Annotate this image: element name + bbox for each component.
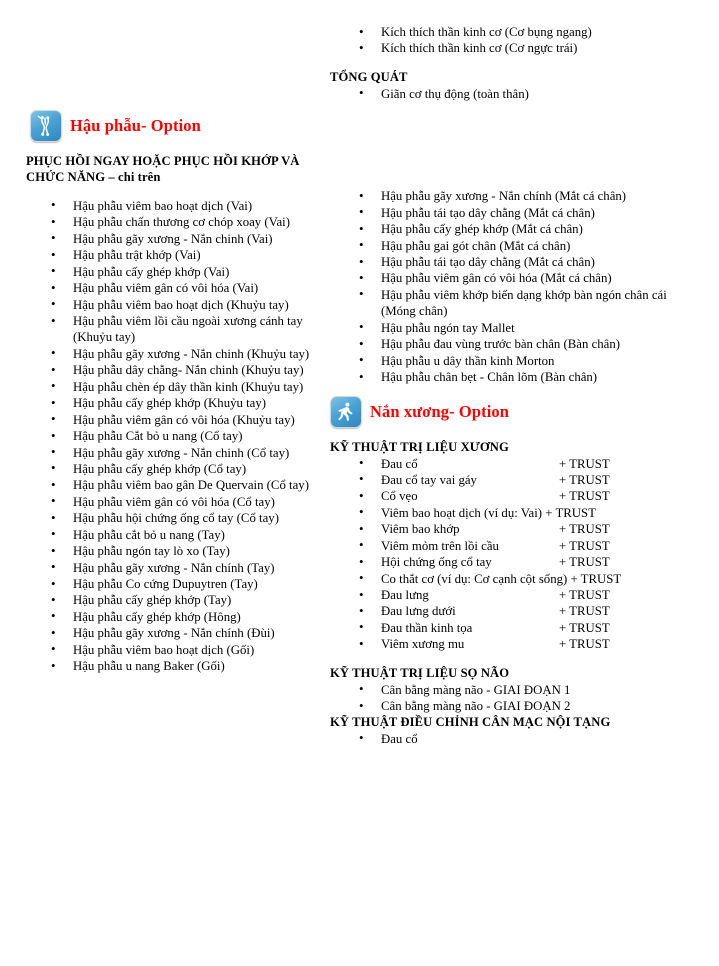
list-item	[330, 620, 690, 636]
item-value: + TRUST	[559, 588, 610, 603]
list-item: • Hậu phẫu viêm gân có vôi hóa (Vai)	[26, 280, 336, 296]
list-item	[330, 456, 690, 472]
section-header-nan-xuong	[330, 396, 690, 428]
list-item: • Hậu phẫu u nang Baker (Gối)	[26, 658, 336, 674]
list-item: • Hậu phẫu gãy xương - Nắn chính (Mắt cá chân)	[330, 188, 690, 204]
list-item: • Giãn cơ thụ động (toàn thân)	[330, 86, 690, 102]
left-column-top-spacer	[26, 24, 336, 110]
list-item: • Hậu phẫu tái tạo dây chằng (Mắt cá chân)	[330, 205, 690, 221]
item-label: Cổ vẹo	[381, 489, 418, 504]
list-item: • Hậu phẫu viêm bao gân De Quervain (Cổ tay)	[26, 477, 336, 493]
item-label: Đau cổ	[381, 456, 418, 471]
list-item: • Hậu phẫu gãy xương - Nắn chinh (Khuỷu tay)	[26, 346, 336, 362]
list-item: • Hậu phẫu cấy ghép khớp (Cổ tay)	[26, 461, 336, 477]
item-label: Đau thần kinh tọa	[381, 620, 473, 635]
list-item	[330, 538, 690, 554]
running-figure-icon	[330, 396, 362, 428]
list-item: • Hậu phẫu u dây thần kinh Morton	[330, 353, 690, 369]
list-item: • Hậu phẫu Co cứng Dupuytren (Tay)	[26, 576, 336, 592]
list-item: • Hậu phẫu gãy xương - Nắn chinh (Cổ tay)	[26, 445, 336, 461]
item-label: Co thắt cơ (ví dụ: Cơ cạnh cột sống)	[381, 571, 571, 586]
item-value: + TRUST	[559, 637, 610, 652]
list-item: • Hậu phẫu viêm bao hoạt dịch (Gối)	[26, 642, 336, 658]
list-item	[330, 472, 690, 488]
item-label: Hội chứng ống cổ tay	[381, 555, 492, 570]
list-item: • Hậu phẫu viêm khớp biến dạng khớp bàn ngón chân cái (Móng chân)	[330, 287, 690, 320]
item-value: + TRUST	[559, 489, 610, 504]
left-item-list	[26, 198, 336, 675]
right-column	[330, 24, 690, 747]
bone-joint-icon	[30, 110, 62, 142]
list-item: • Hậu phẫu cấy ghép khớp (Hông)	[26, 609, 336, 625]
list-item: • Hậu phẫu cấy ghép khớp (Vai)	[26, 264, 336, 280]
list-item: • Hậu phẫu viêm lồi cầu ngoài xương cánh tay (Khuỷu tay)	[26, 313, 336, 346]
bone-technique-list	[330, 456, 690, 653]
list-item: • Hậu phẫu cấy ghép khớp (Mắt cá chân)	[330, 221, 690, 237]
cranial-technique-list	[330, 682, 690, 715]
list-item	[330, 488, 690, 504]
list-item: • Hậu phẫu viêm bao hoạt dịch (Khuỷu tay)	[26, 297, 336, 313]
list-item: • Hậu phẫu tái tạo dây chằng (Mắt cá chân)	[330, 254, 690, 270]
list-item: • Hậu phẫu viêm gân có vôi hóa (Khuỷu tay)	[26, 412, 336, 428]
list-item: • Hậu phẫu gãy xương - Nắn chính (Tay)	[26, 560, 336, 576]
item-value: + TRUST	[570, 571, 622, 586]
item-label: Viêm mỏm trên lồi cầu	[381, 538, 499, 553]
list-item: • Hậu phẫu gãy xương - Nắn chính (Đùi)	[26, 625, 336, 641]
item-label: Đau cổ tay vai gáy	[381, 472, 477, 487]
list-item: • Cân bằng màng não - GIAI ĐOẠN 2	[330, 698, 690, 714]
heading-tong-quat: TỔNG QUÁT	[330, 69, 408, 84]
list-item	[330, 554, 690, 570]
section-title: Hậu phẫu- Option	[70, 116, 201, 135]
list-item: • Hậu phẫu gai gót chân (Mắt cá chân)	[330, 238, 690, 254]
visceral-technique-list	[330, 731, 690, 747]
right-top-item-list	[330, 24, 690, 57]
list-item: • Hậu phẫu ngón tay Mallet	[330, 320, 690, 336]
list-item: • Cân bằng màng não - GIAI ĐOẠN 1	[330, 682, 690, 698]
list-item: • Kích thích thần kinh cơ (Cơ bụng ngang)	[330, 24, 690, 40]
item-value: + TRUST	[559, 620, 610, 635]
item-value: + TRUST	[559, 522, 610, 537]
list-item	[330, 505, 690, 521]
list-item: • Hậu phẫu cấy ghép khớp (Tay)	[26, 592, 336, 608]
item-label: Viêm xương mu	[381, 637, 465, 652]
list-item	[330, 521, 690, 537]
list-item: • Hậu phẫu viêm bao hoạt dịch (Vai)	[26, 198, 336, 214]
list-item	[330, 603, 690, 619]
list-item: • Hậu phẫu đau vùng trước bàn chân (Bàn chân)	[330, 336, 690, 352]
list-item	[330, 587, 690, 603]
postop-gap	[330, 386, 690, 396]
item-value: + TRUST	[545, 505, 596, 520]
list-item: • Kích thích thần kinh cơ (Cơ ngực trái)	[330, 40, 690, 56]
list-item	[330, 636, 690, 652]
item-value: + TRUST	[559, 538, 610, 553]
list-item: • Hậu phẫu Cắt bỏ u nang (Cổ tay)	[26, 428, 336, 444]
general-item-list	[330, 86, 690, 102]
list-item	[330, 571, 690, 587]
item-value: + TRUST	[559, 555, 610, 570]
list-item: • Hậu phẫu cấy ghép khớp (Khuỷu tay)	[26, 395, 336, 411]
list-item: • Đau cổ	[330, 731, 690, 747]
heading-can-mac-noi-tang: KỸ THUẬT ĐIỀU CHỈNH CÂN MẠC NỘI TẠNG	[330, 714, 611, 729]
right-column-mid-spacer	[330, 102, 690, 188]
item-value: + TRUST	[559, 472, 610, 487]
list-item: • Hậu phẫu dây chằng- Nắn chinh (Khuỷu tay)	[26, 362, 336, 378]
list-item: • Hậu phẫu chèn ép dây thần kinh (Khuỷu tay)	[26, 379, 336, 395]
list-item: • Hậu phẫu viêm gân có vôi hóa (Cổ tay)	[26, 494, 336, 510]
item-label: Đau lưng dưới	[381, 604, 456, 619]
left-heading-gap	[26, 188, 336, 198]
heading-tri-lieu-so-nao: KỸ THUẬT TRỊ LIỆU SỌ NÃO	[330, 665, 510, 680]
item-value: + TRUST	[559, 456, 610, 471]
list-item: • Hậu phẫu chân bẹt - Chân lõm (Bàn chân)	[330, 369, 690, 385]
list-item: • Hậu phẫu chấn thương cơ chóp xoay (Vai)	[26, 214, 336, 230]
item-value: + TRUST	[559, 604, 610, 619]
list-item: • Hậu phẫu trật khớp (Vai)	[26, 247, 336, 263]
heading-tri-lieu-xuong: KỸ THUẬT TRỊ LIỆU XƯƠNG	[330, 439, 509, 454]
left-heading-phuc-hoi: PHỤC HỒI NGAY HOẶC PHỤC HỒI KHỚP VÀ CHỨC NĂNG – chi trên	[26, 154, 300, 184]
list-item: • Hậu phẫu viêm gân có vôi hóa (Mắt cá chân)	[330, 270, 690, 286]
list-item: • Hậu phẫu ngón tay lò xo (Tay)	[26, 543, 336, 559]
item-label: Viêm bao khớp	[381, 522, 460, 537]
list-item: • Hậu phẫu hội chứng ống cổ tay (Cổ tay)	[26, 510, 336, 526]
section-header-hau-phau	[26, 110, 336, 142]
left-column	[26, 24, 336, 675]
item-label: Viêm bao hoạt dịch (ví dụ: Vai)	[381, 505, 546, 520]
list-item: • Hậu phẫu gãy xương - Nắn chinh (Vai)	[26, 231, 336, 247]
list-item: • Hậu phẫu cắt bỏ u nang (Tay)	[26, 527, 336, 543]
postop-item-list	[330, 188, 690, 385]
section-title: Nắn xương- Option	[370, 401, 510, 421]
item-label: Đau lưng	[381, 588, 429, 603]
